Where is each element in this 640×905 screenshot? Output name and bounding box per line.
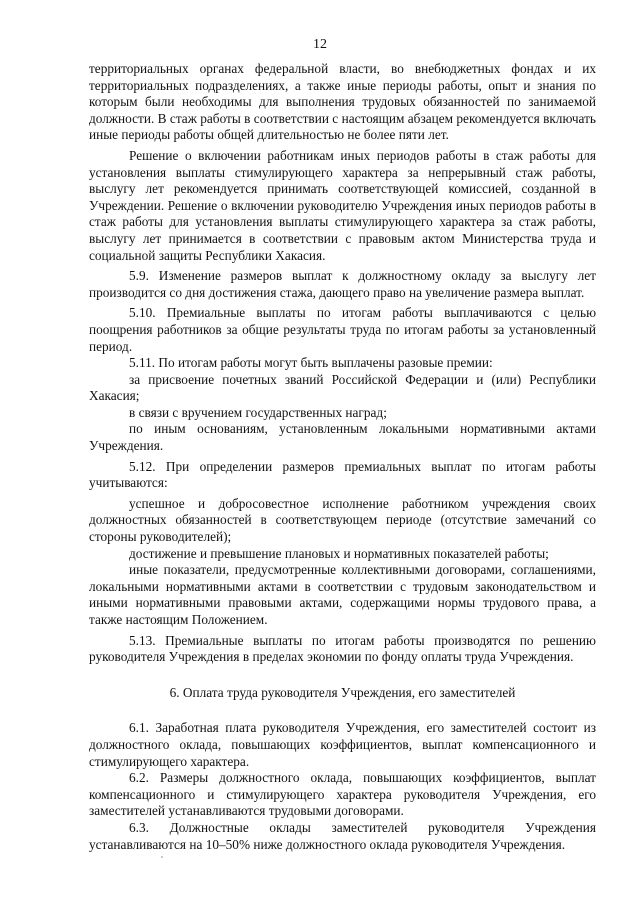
paragraph-5-10: 5.10. Премиальные выплаты по итогам работы выплачиваются с целью поощрения работников за общие результаты труда по итогам работы за установленный период. — [89, 305, 596, 354]
paragraph-5-13: 5.13. Премиальные выплаты по итогам работы производятся по решению руководителя Учреждения в пределах экономии по фонду оплаты труда Учреждения. — [89, 632, 596, 665]
paragraph-other-periods-decision: Решение о включении работникам иных периодов работы в стаж работы для установления выплаты стимулирующего характера за непрерывный стаж работы, выслугу лет рекомендуется принимать соответствующей комиссией, созданной в Учреждении. Решение о включении руководителю Учреждения иных периодов работы в стаж работы для установления выплаты стимулирующего характера за стаж работы, выслугу лет принимается в соответствии с правовым актом Министерства труда и социальной защиты Республики Хакасия. — [89, 147, 596, 263]
list-item-duties-performance: успешное и добросовестное исполнение работником учреждения своих должностных обязанностей в соответствующем периоде (отсутствие замечаний со стороны руководителей); — [89, 495, 596, 545]
paragraph-5-11: 5.11. По итогам работы могут быть выплачены разовые премии: — [129, 355, 493, 371]
section-heading: 6. Оплата труда руководителя Учреждения, его заместителей — [169, 684, 516, 700]
paragraph-5-12: 5.12. При определении размеров премиальных выплат по итогам работы учитываются: — [89, 458, 596, 491]
list-item-targets-achievement: достижение и превышение плановых и нормативных показателей работы; — [129, 545, 549, 561]
paragraph-5-9: 5.9. Изменение размеров выплат к должностному окладу за выслугу лет производится со дня достижения стажа, дающего право на увеличение размера выплат. — [89, 268, 596, 300]
list-item-other-indicators: иные показатели, предусмотренные коллективными договорами, соглашениями, локальными нормативными актами в соответствии с трудовым законодательством и иными нормативными правовыми актами, содержащими нормы трудового права, а также настоящим Положением. — [89, 562, 596, 627]
paragraph-6-3: 6.3. Должностные оклады заместителей руководителя Учреждения устанавливаются на 10–50% ниже должностного оклада руководителя Учреждения. — [89, 819, 596, 852]
page-number: 12 — [313, 37, 327, 52]
paragraph-6-1: 6.1. Заработная плата руководителя Учреждения, его заместителей состоит из должностного оклада, повышающих коэффициентов, выплат компенсационного и стимулирующего характера. — [89, 720, 596, 769]
scan-speck — [161, 856, 163, 858]
paragraph-continuation: территориальных органах федеральной власти, во внебюджетных фондах и их территориальных подразделениях, а также иные периоды работы, опыт и знания по которым были необходимы для выполнения трудовых обязанностей по занимаемой должности. В стаж работы в соответствии с настоящим абзацем рекомендуется включать иные периоды работы общей длительностью не более пяти лет. — [89, 61, 596, 143]
list-item-other-grounds: по иным основаниям, установленным локальными нормативными актами Учреждения. — [89, 421, 596, 454]
document-body — [89, 61, 596, 853]
paragraph-6-2: 6.2. Размеры должностного оклада, повышающих коэффициентов, выплат компенсационного и стимулирующего характера руководителя Учреждения, его заместителей устанавливаются трудовыми договорами. — [89, 770, 596, 819]
list-item-honorary-titles: за присвоение почетных званий Российской Федерации и (или) Республики Хакасия; — [89, 371, 596, 404]
list-item-state-awards: в связи с вручением государственных наград; — [129, 404, 387, 420]
